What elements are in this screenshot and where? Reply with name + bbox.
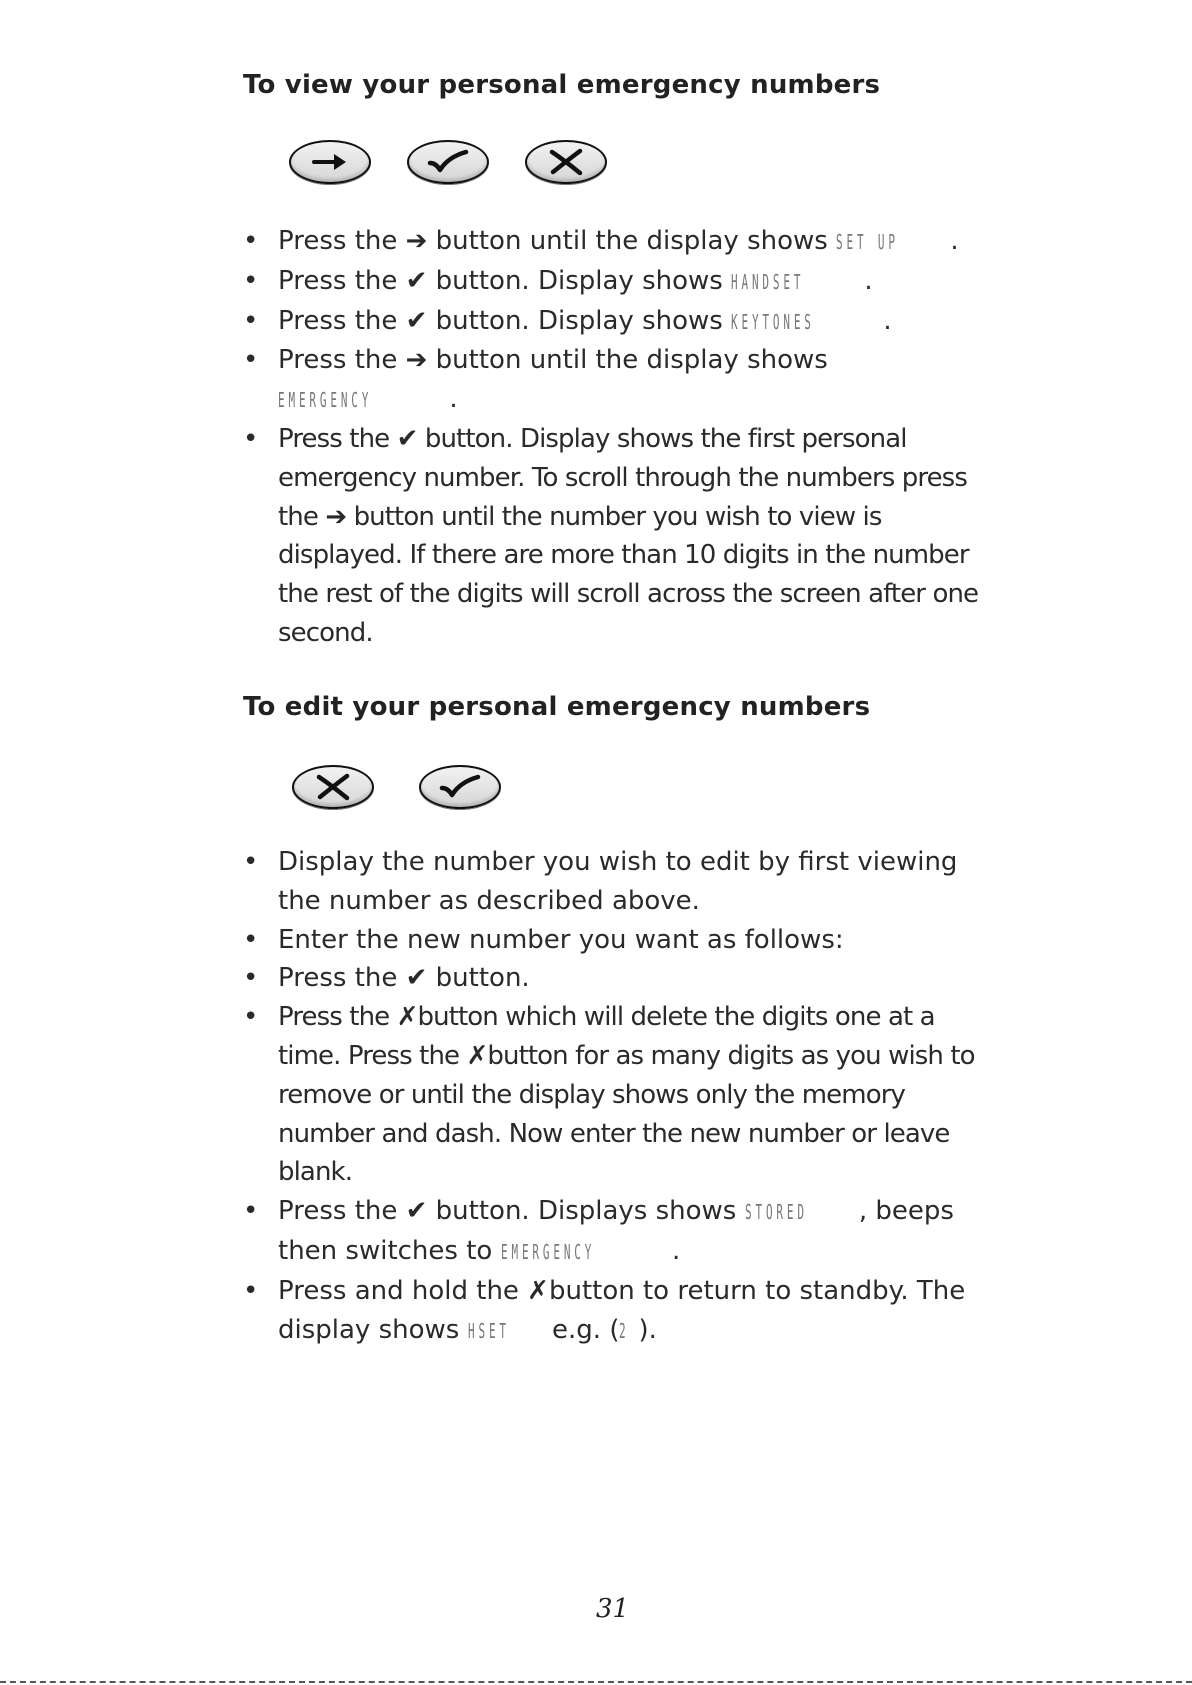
list-item: [243, 302, 983, 342]
step-text-after: .: [864, 265, 873, 296]
step-text: Press the ✗button which will delete the digits one at a time. Press the ✗button for as many digits as you wish to remove or until the display shows only the memory number and dash. Now enter the new number or leave blank.: [278, 1002, 975, 1188]
section-title-edit: To edit your personal emergency numbers: [243, 692, 871, 722]
step-text: Press the ➔ button until the display shows: [278, 226, 828, 256]
step-text: Press the ✔ button. Displays shows: [278, 1196, 737, 1227]
lcd-text: 2: [619, 1318, 630, 1343]
list-item: [243, 1192, 983, 1272]
key-row-view: [289, 140, 607, 184]
lcd-text: EMERGENCY: [278, 388, 373, 413]
step-text-after: .: [883, 305, 892, 336]
list-item: [243, 998, 983, 1192]
step-text-after: .: [671, 1235, 681, 1266]
section-title-view: To view your personal emergency numbers: [243, 70, 881, 100]
step-text: Press the ➔ button until the display shows: [278, 345, 828, 376]
page-number: 31: [595, 1594, 630, 1624]
step-text: Press the ✔ button. Display shows: [278, 265, 723, 296]
lcd-text: SET UP: [836, 230, 899, 254]
key-row-edit: [292, 765, 501, 809]
step-text: Display the number you wish to edit by first viewing the number as described above.: [278, 847, 958, 916]
view-steps-list: [243, 222, 983, 653]
right-arrow-key-icon: [289, 140, 371, 184]
step-text-after: , beeps then switches to: [278, 1196, 954, 1266]
cross-key-icon: [525, 140, 607, 184]
step-text-after: .: [449, 384, 458, 415]
list-item: [243, 420, 983, 653]
step-text: Press the ✔ button. Display shows: [278, 305, 723, 336]
step-text: Press and hold the ✗button to return to standby. The display shows: [278, 1275, 966, 1345]
list-item: [243, 222, 983, 262]
check-key-icon: [407, 140, 489, 184]
list-item: [243, 1272, 983, 1351]
page-edge-divider: [0, 1681, 1192, 1683]
cross-key-icon: [292, 765, 374, 809]
lcd-text: HANDSET: [731, 269, 805, 294]
step-text-after: .: [950, 226, 959, 256]
step-text: Enter the new number you want as follows:: [278, 924, 844, 955]
list-item: [243, 341, 983, 420]
lcd-text: HSET: [467, 1318, 510, 1343]
lcd-text: KEYTONES: [731, 309, 815, 334]
step-text: Press the ✔ button. Display shows the first personal emergency number. To scroll through the numbers press the ➔ button until the number you wish to view is displayed. If there are more than 10 digits in the number the rest of the digits will scroll across the screen after one second.: [278, 423, 979, 648]
edit-steps-list: [243, 843, 983, 1350]
step-text-after: ).: [638, 1314, 657, 1345]
lcd-text: STORED: [744, 1200, 808, 1225]
list-item: [243, 262, 983, 302]
step-text-after: e.g. (: [543, 1314, 620, 1345]
list-item: [243, 921, 983, 960]
list-item: [243, 959, 983, 998]
step-text: Press the ✔ button.: [278, 963, 530, 994]
check-key-icon: [419, 765, 501, 809]
lcd-text: EMERGENCY: [500, 1239, 595, 1264]
list-item: [243, 843, 983, 921]
